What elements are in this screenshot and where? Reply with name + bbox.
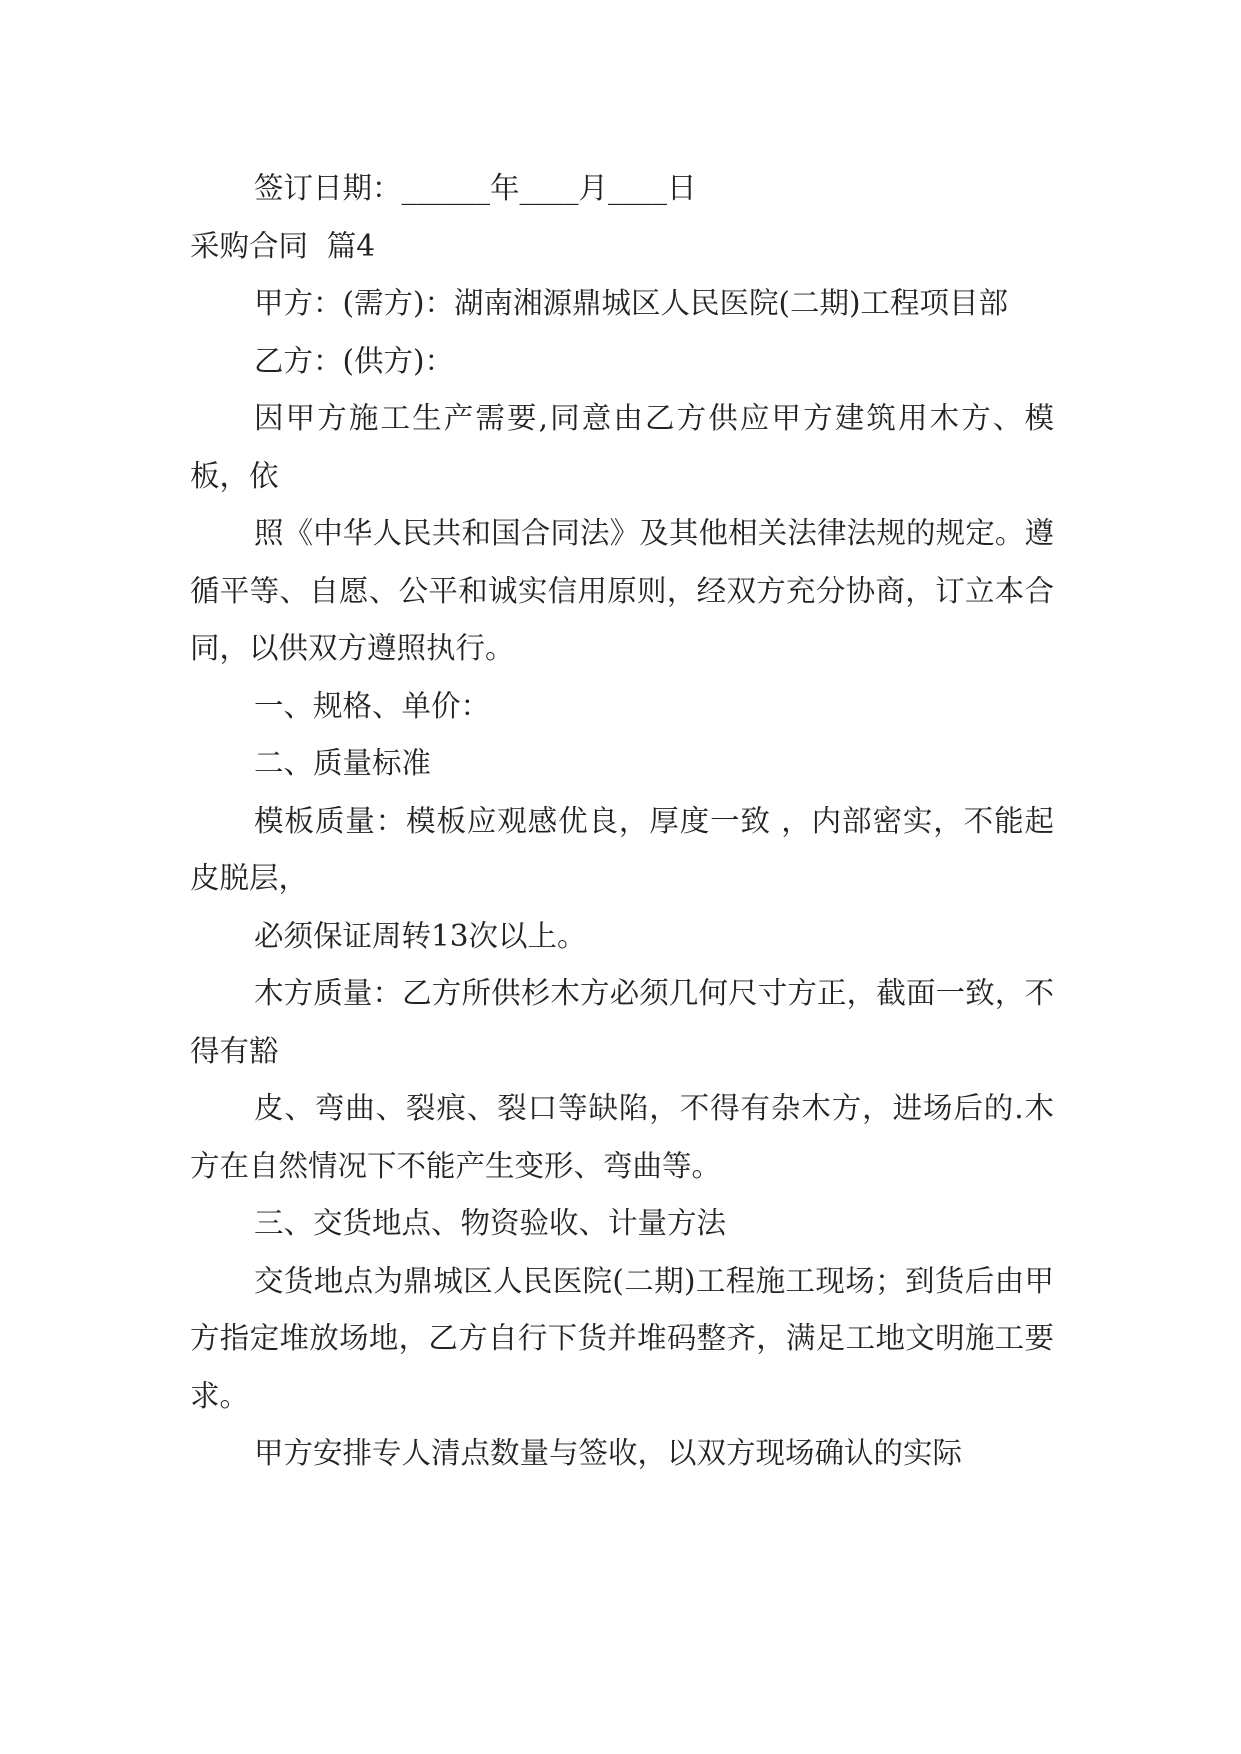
party-b-line: 乙方：(供方)： [254,343,455,378]
clause-heading: 一、规格、单价： [254,688,491,723]
paragraph: 模板质量：模板应观感优良，厚度一致 ，内部密实，不能起皮脱层， [190,803,1054,895]
document-body [190,160,1054,1483]
paragraph: 木方质量：乙方所供杉木方必须几何尺寸方正，截面一致，不得有豁 [190,976,1054,1068]
paragraph: 甲方安排专人清点数量与签收，以双方现场确认的实际 [254,1436,963,1470]
signing-date-line: 签订日期：______年____月____日 [254,171,697,205]
paragraph: 必须保证周转13次以上。 [254,918,587,953]
section-title: 采购合同 篇4 [190,228,376,263]
clause-heading: 二、质量标准 [254,746,432,780]
paragraph: 因甲方施工生产需要,同意由乙方供应甲方建筑用木方、模板，依 [190,401,1054,493]
paragraph: 交货地点为鼎城区人民医院(二期)工程施工现场；到货后由甲方指定堆放场地，乙方自行下货并堆码整齐，满足工地文明施工要求。 [190,1263,1054,1413]
paragraph: 照《中华人民共和国合同法》及其他相关法律法规的规定。遵循平等、自愿、公平和诚实信用原则，经双方充分协商，订立本合同，以供双方遵照执行。 [190,516,1054,665]
clause-heading: 三、交货地点、物资验收、计量方法 [254,1206,727,1240]
party-a-line: 甲方：(需方)：湖南湘源鼎城区人民医院(二期)工程项目部 [254,286,1009,320]
paragraph: 皮、弯曲、裂痕、裂口等缺陷，不得有杂木方，进场后的.木方在自然情况下不能产生变形、弯曲等。 [190,1091,1054,1183]
